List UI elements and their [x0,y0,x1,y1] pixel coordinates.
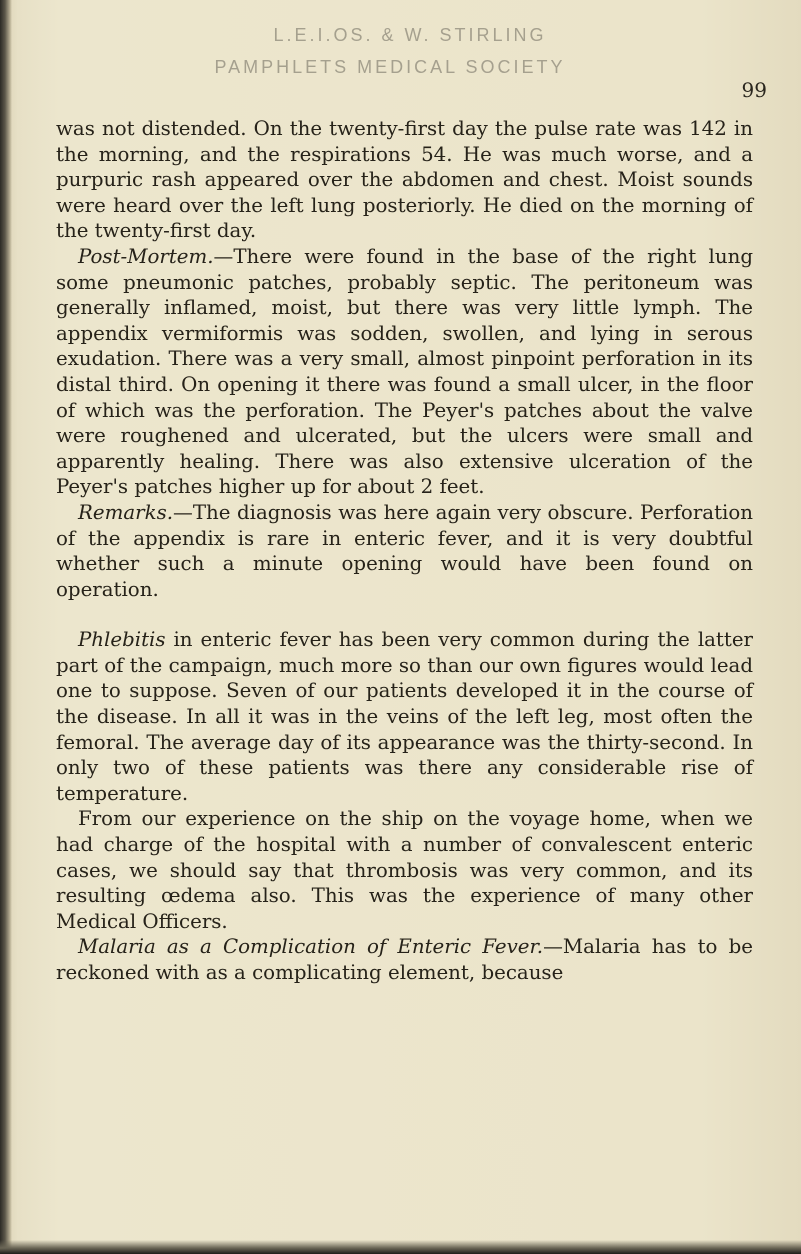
stamp-line-2 [214,54,590,80]
stamp-overprint: PAMPHLETS [214,57,350,77]
stamp-line-1: L.E.I.OS. & W. STIRLING [273,25,547,45]
paragraph-remarks [56,500,753,602]
paragraph-text: —The diagnosis was here again very obscure. Perforation of the appendix is rare in enteric fever, and it is very doubtful whether such a minute opening would have been found on operation. [56,500,753,601]
page-number: 99 [741,78,767,102]
paragraph-phlebitis [56,627,753,806]
paragraph-lead-heading: Remarks. [78,500,174,524]
paragraph-text: in enteric fever has been very common during the latter part of the campaign, much more so than our own figures would lead one to suppose. Seven of our patients developed it in the course of the disease. In all it was in the veins of the left leg, most often the femoral. The average day of its appearance was the thirty-second. In only two of these patients was there any considerable rise of temperature. [56,628,753,805]
page-bottom-edge [0,1240,801,1254]
paragraph-lead-heading: Post-Mortem. [78,244,214,268]
paragraph-lead-heading: Phlebitis [78,628,166,652]
paragraph-text: —There were found in the base of the right lung some pneumonic patches, probably septic. The peritoneum was generally inflamed, moist, but there was very little lymph. The appendix vermiformis was sodden, swollen, and lying in serous exudation. There was a very small, almost pinpoint perforation in its distal third. On opening it there was found a small ulcer, in the floor of which was the perforation. The Peyer's patches about the valve were roughened and ulcerated, but the ulcers were small and apparently healing. There was also extensive ulceration of the Peyer's patches higher up for about 2 feet. [56,244,753,499]
paragraph-malaria [56,934,753,985]
paragraph-post-mortem [56,244,753,500]
paragraph-text: was not distended. On the twenty-first day the pulse rate was 142 in the morning, and the respirations 54. He was much worse, and a purpuric rash appeared over the abdomen and chest. Moist sounds were heard over the left lung posteriorly. He died on the morning of the twenty-first day. [56,117,753,243]
page-body-text [56,116,753,986]
page-binding-edge [0,0,12,1254]
library-stamp [214,22,590,80]
paragraph-lead-heading: Malaria as a Complication of Enteric Fever. [78,935,544,959]
paragraph-ship-experience [56,806,753,934]
paragraph-text: From our experience on the ship on the voyage home, when we had charge of the hospital with a number of convalescent enteric cases, we should say that thrombosis was very common, and its resulting œdema also. This was the experience of many other Medical Officers. [56,807,753,933]
paragraph-continuation [56,116,753,244]
stamp-society: MEDICAL SOCIETY [357,57,566,77]
paragraph-text: —Malaria has to be reckoned with as a complicating element, because [56,935,753,984]
